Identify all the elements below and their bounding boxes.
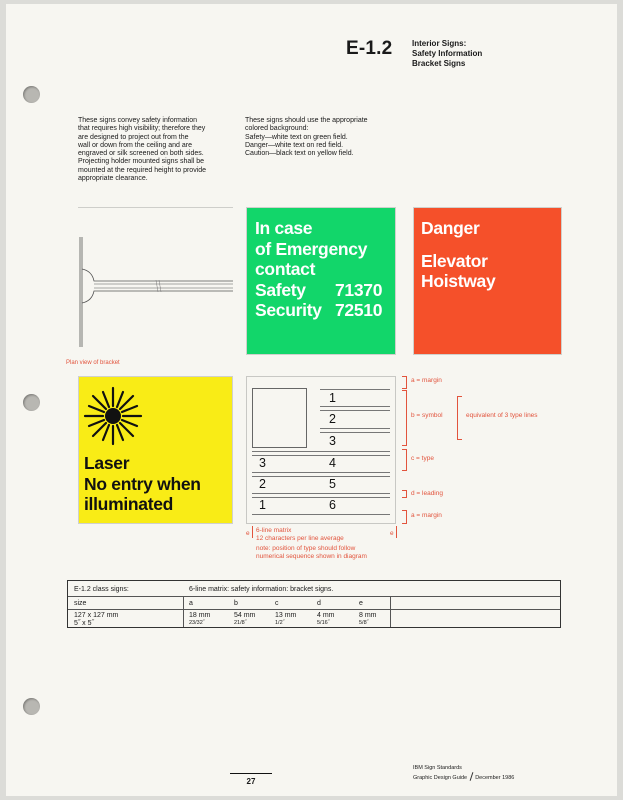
matrix-number: 1 — [259, 498, 266, 512]
cell-line: 54 mm — [234, 612, 256, 619]
table-col-divider — [183, 596, 184, 627]
matrix-rule — [252, 451, 390, 452]
intro-paragraph-left — [78, 117, 206, 183]
section-subtitle — [412, 39, 482, 69]
caption-line: 6-line matrix — [256, 527, 292, 534]
table-cell-b — [234, 612, 255, 627]
matrix-rule — [320, 428, 390, 429]
edge-tick — [252, 526, 253, 538]
paragraph-line: wall or down from the ceiling and are — [78, 141, 193, 149]
legend-b-symbol: b = symbol — [411, 412, 443, 419]
sign-row-label: Safety — [255, 279, 306, 300]
danger-sign-text — [421, 218, 495, 292]
legend-bracket — [402, 490, 407, 498]
legend-d-leading: d = leading — [411, 490, 443, 497]
table-header-b: b — [234, 600, 238, 607]
publication-title: Graphic Design Guide — [413, 775, 468, 781]
cell-line: 8 mm — [359, 612, 377, 619]
laser-starburst-icon — [82, 385, 144, 447]
matrix-rule — [320, 406, 390, 407]
bracket-arm-bottom — [82, 291, 233, 303]
edge-marker-right: e — [390, 530, 394, 537]
legend-bracket — [402, 390, 407, 446]
table-col-divider — [390, 596, 391, 627]
matrix-rule — [320, 410, 390, 411]
safety-sign-text — [255, 218, 383, 321]
bracket-plan-view-drawing — [78, 207, 233, 355]
matrix-number: 6 — [329, 498, 336, 512]
matrix-number: 2 — [259, 477, 266, 491]
cell-line: 5/8˝ — [359, 619, 369, 626]
subtitle-line: Safety Information — [412, 49, 483, 58]
slash-divider — [469, 772, 473, 781]
cell-line: 18 mm — [189, 612, 211, 619]
matrix-number: 5 — [329, 477, 336, 491]
cell-line: 5/16˝ — [317, 619, 330, 626]
cell-line: 5˝ x 5˝ — [74, 619, 94, 627]
sign-row-label: Security — [255, 300, 322, 320]
cell-line: 21/8˝ — [234, 619, 247, 626]
paragraph-line: These signs convey safety information — [78, 117, 198, 124]
paragraph-line: Caution—black text on yellow field. — [245, 150, 354, 158]
sign-row-number: 71370 — [335, 279, 383, 300]
matrix-number: 2 — [329, 412, 336, 426]
matrix-rule — [252, 455, 390, 456]
sign-spacer — [421, 239, 495, 251]
sign-line: In case — [255, 218, 313, 238]
cell-line: 4 mm — [317, 612, 335, 619]
cell-line: 127 x 127 mm — [74, 612, 119, 619]
publication-info — [413, 765, 514, 782]
matrix-rule — [252, 472, 390, 473]
table-cell-d — [317, 612, 335, 627]
edge-tick — [396, 526, 397, 538]
table-cell-e — [359, 612, 377, 627]
paragraph-line: Safety—white text on green field. — [245, 133, 348, 141]
sign-row — [255, 300, 383, 321]
matrix-caption — [256, 527, 344, 542]
cell-line: 23/32˝ — [189, 619, 205, 626]
table-header-d: d — [317, 600, 321, 607]
page-number: 27 — [230, 773, 272, 786]
sign-line: contact — [255, 259, 316, 279]
note-line: note: position of type should follow — [256, 545, 356, 552]
matrix-number: 3 — [329, 434, 336, 448]
matrix-number: 4 — [329, 456, 336, 470]
sign-line: Elevator — [421, 250, 488, 271]
paragraph-line: appropriate clearance. — [78, 175, 148, 183]
break-mark — [156, 280, 161, 292]
table-title: E-1.2 class signs: — [74, 586, 129, 593]
legend-c-type: c = type — [411, 455, 434, 462]
sign-line: of Emergency — [255, 238, 368, 259]
sign-row-number: 72510 — [335, 300, 383, 320]
edge-marker-left: e — [246, 530, 250, 537]
legend-bracket — [457, 396, 462, 440]
six-line-matrix-diagram — [246, 376, 396, 524]
table-header-a: a — [189, 600, 193, 607]
legend-bracket — [402, 449, 407, 471]
matrix-rule — [320, 432, 390, 433]
cell-line: 1/2˝ — [275, 619, 285, 626]
sign-line: Laser — [84, 453, 130, 473]
matrix-number: 3 — [259, 456, 266, 470]
binder-hole-middle — [23, 394, 40, 411]
paragraph-line: engraved or silk screened on both sides. — [78, 150, 204, 158]
intro-paragraph-right — [245, 117, 368, 158]
matrix-rule — [252, 476, 390, 477]
section-code: E-1.2 — [346, 38, 393, 59]
table-cell-a — [189, 612, 210, 627]
binder-hole-bottom — [23, 698, 40, 715]
legend-bracket — [402, 376, 407, 389]
table-description: 6-line matrix: safety information: bracket signs. — [189, 586, 334, 593]
legend-a-margin-bottom: a = margin — [411, 512, 442, 519]
publication-line — [413, 772, 514, 782]
matrix-number: 1 — [329, 391, 336, 405]
legend-b-note: equivalent of 3 type lines — [466, 412, 538, 419]
paragraph-line: mounted at the required height to provide — [78, 166, 207, 174]
cell-line: 13 mm — [275, 612, 297, 619]
matrix-rule — [320, 389, 390, 390]
caption-line: 12 characters per line average — [256, 534, 344, 542]
symbol-placeholder-box — [252, 388, 307, 448]
matrix-rule — [252, 497, 390, 498]
sign-spec-table — [67, 580, 561, 628]
sign-line: illuminated — [84, 494, 174, 514]
table-divider — [68, 596, 560, 597]
bracket-arm-top — [82, 269, 233, 281]
table-cell-c — [275, 612, 296, 627]
table-header-c: c — [275, 600, 279, 607]
publication-date: December 1986 — [475, 775, 515, 781]
table-header-e: e — [359, 600, 363, 607]
binder-hole-top — [23, 86, 40, 103]
safety-sign-green — [246, 207, 396, 355]
subtitle-line: Interior Signs: — [412, 39, 467, 48]
paragraph-line: Projecting holder mounted signs shall be — [78, 158, 205, 166]
table-cell-size — [74, 612, 118, 627]
subtitle-line: Bracket Signs — [412, 59, 466, 68]
caution-sign-yellow — [78, 376, 233, 524]
bracket-caption: Plan view of bracket — [66, 360, 120, 366]
caution-sign-text — [84, 453, 201, 515]
danger-sign-red — [413, 207, 562, 355]
paragraph-line: Danger—white text on red field. — [245, 141, 344, 149]
publication-line: IBM Sign Standards — [413, 765, 462, 771]
matrix-rule — [252, 514, 390, 515]
paragraph-line: colored background: — [245, 125, 309, 133]
matrix-rule — [252, 493, 390, 494]
paragraph-line: These signs should use the appropriate — [245, 117, 368, 124]
sign-line: No entry when — [84, 473, 201, 494]
note-line: numerical sequence shown in diagram — [256, 552, 367, 560]
sign-row — [255, 279, 383, 301]
matrix-note — [256, 545, 367, 560]
sign-line: Danger — [421, 218, 480, 238]
legend-bracket — [402, 510, 407, 524]
sign-line: Hoistway — [421, 271, 496, 291]
paragraph-line: that requires high visibility; therefore they — [78, 125, 206, 133]
table-divider — [68, 609, 560, 610]
paragraph-line: are designed to project out from the — [78, 133, 189, 141]
table-header-size: size — [74, 600, 87, 607]
legend-a-margin-top: a = margin — [411, 377, 442, 384]
